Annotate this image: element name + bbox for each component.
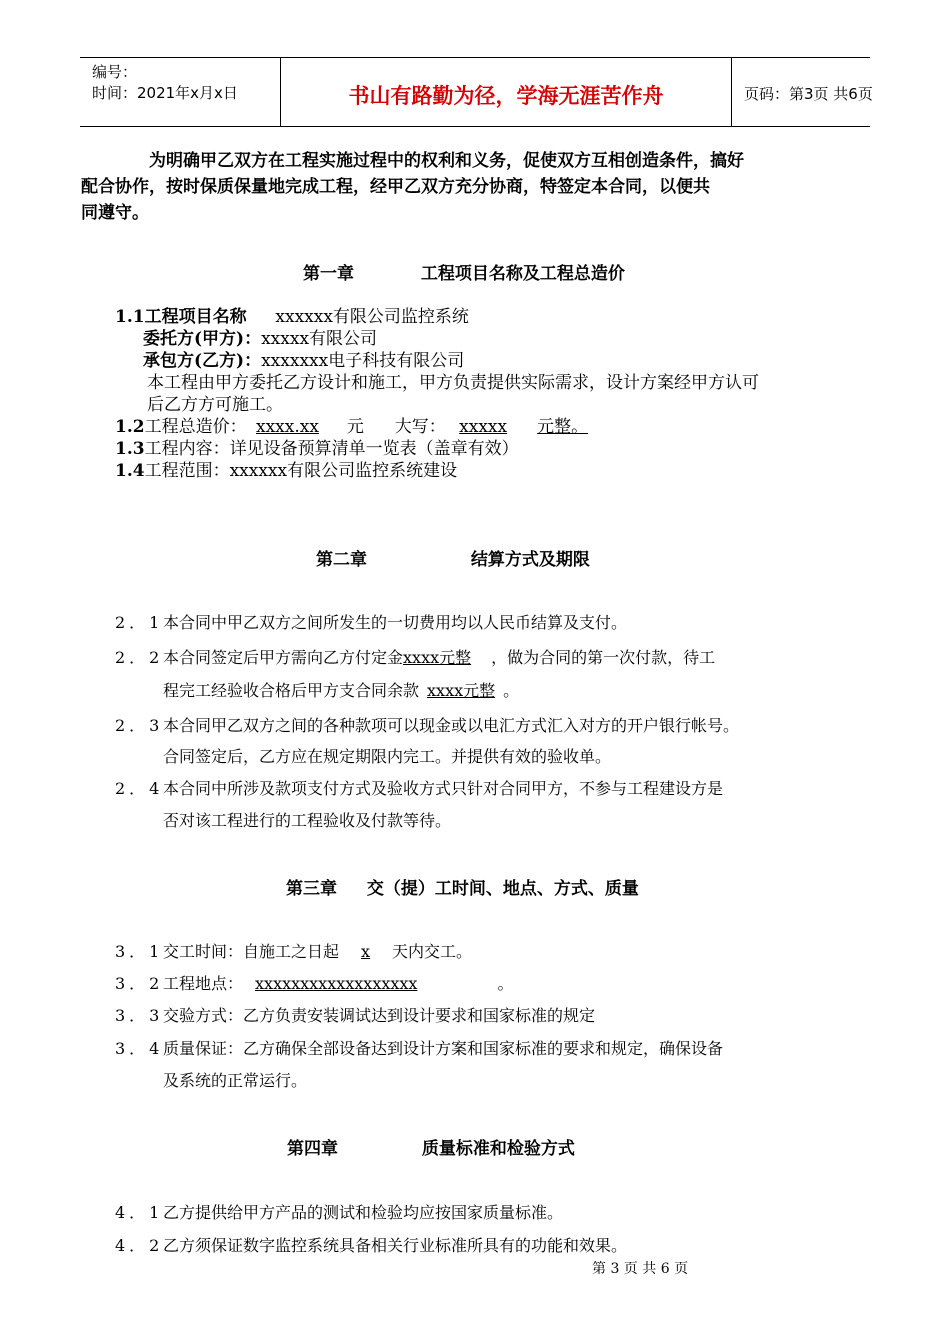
chapter-1-heading xyxy=(303,259,625,284)
item-2-3-text-b: 合同签定后，乙方应在规定期限内完工。并提供有效的验收单。 xyxy=(163,747,612,766)
motto: 书山有路勤为径，学海无涯苦作舟 xyxy=(348,84,664,108)
intro-line-3: 同遵守。 xyxy=(81,203,149,223)
header-meta xyxy=(80,58,280,126)
header-page-cell xyxy=(732,58,873,126)
item-2-1-text: 本合同中甲乙双方之间所发生的一切费用均以人民币结算及支付。 xyxy=(163,613,628,632)
item-4-1-text: 乙方提供给甲方产品的测试和检验均应按国家质量标准。 xyxy=(163,1203,564,1222)
contractor-label: 承包方(乙方)： xyxy=(143,351,262,371)
item-4-2-text: 乙方须保证数字监控系统具备相关行业标准所具有的功能和效果。 xyxy=(163,1236,628,1255)
page-footer: 第 3 页 共 6 页 xyxy=(592,1261,689,1277)
item-3-2 xyxy=(115,971,513,994)
item-3-2-text-b: 。 xyxy=(497,974,514,993)
item-2-4-text-b: 否对该工程进行的工程验收及付款等待。 xyxy=(163,811,452,830)
item-1-1-value: xxxxxx有限公司监控系统 xyxy=(275,307,469,327)
chapter-4-heading xyxy=(287,1134,575,1159)
chapter-4-number: 第四章 xyxy=(287,1139,338,1159)
item-1-2-number: 1.2 xyxy=(115,417,145,437)
item-2-2-text-b: ，做为合同的第一次付款，待工 xyxy=(491,648,716,667)
delivery-days: x xyxy=(361,942,371,961)
chapter-1-title: 工程项目名称及工程总造价 xyxy=(420,264,625,284)
item-2-2-number: 2．2 xyxy=(115,648,164,667)
chapter-3-heading xyxy=(286,874,639,899)
item-2-2-text-a: 本合同签定后甲方需向乙方付定金 xyxy=(163,648,404,667)
item-4-1 xyxy=(115,1200,563,1223)
item-2-3 xyxy=(115,713,739,736)
contractor-value: xxxxxxx电子科技有限公司 xyxy=(261,351,465,371)
item-3-1-number: 3．1 xyxy=(115,942,164,961)
item-3-2-number: 3．2 xyxy=(115,974,164,993)
item-3-4 xyxy=(115,1036,723,1059)
item-3-3 xyxy=(115,1003,595,1026)
chapter-2-number: 第二章 xyxy=(316,550,367,570)
item-3-1-text-a: 交工时间：自施工之日起 xyxy=(163,942,340,961)
item-2-3-number: 2．3 xyxy=(115,716,164,735)
number-label: 编号： xyxy=(92,63,138,81)
client-value: xxxxx有限公司 xyxy=(261,329,378,349)
item-1-3-number: 1.3 xyxy=(115,439,145,459)
item-2-1-number: 2．1 xyxy=(115,613,164,632)
item-2-1 xyxy=(115,610,627,633)
caps-unit: 元整。 xyxy=(537,417,589,437)
item-1-1-desc-2: 后乙方方可施工。 xyxy=(147,395,283,415)
intro-line-2: 配合协作，按时保质保量地完成工程，经甲乙双方充分协商，特签定本合同，以便共 xyxy=(81,177,710,197)
intro-paragraph xyxy=(81,148,850,226)
time-label: 时间：2021年x月x日 xyxy=(92,84,238,102)
item-2-2 xyxy=(115,645,715,668)
item-3-1-text-b: 天内交工。 xyxy=(392,942,473,961)
item-1-2-label: 工程总造价： xyxy=(144,417,247,437)
item-2-4-text-a: 本合同中所涉及款项支付方式及验收方式只针对合同甲方，不参与工程建设方是 xyxy=(163,779,724,798)
item-1-1-desc-1: 本工程由甲方委托乙方设计和施工，甲方负责提供实际需求，设计方案经甲方认可 xyxy=(147,373,759,393)
item-3-4-number: 3．4 xyxy=(115,1039,164,1058)
item-4-2-number: 4．2 xyxy=(115,1236,164,1255)
item-4-2 xyxy=(115,1233,627,1256)
total-amount: xxxx.xx xyxy=(255,417,319,437)
item-2-2-text-d: 。 xyxy=(503,681,520,700)
item-3-2-text-a: 工程地点： xyxy=(163,974,244,993)
item-3-4-text-b: 及系统的正常运行。 xyxy=(163,1071,308,1090)
item-2-4-number: 2．4 xyxy=(115,779,164,798)
header-motto-cell xyxy=(280,58,732,126)
item-1-1-label: 1.1工程项目名称 xyxy=(115,307,247,327)
caps-label: 大写： xyxy=(394,417,446,437)
item-1-4-number: 1.4 xyxy=(115,461,145,481)
project-location: xxxxxxxxxxxxxxxxxx xyxy=(255,974,418,993)
chapter-3-number: 第三章 xyxy=(286,879,337,899)
item-1-4-text: 工程范围：xxxxxx有限公司监控系统建设 xyxy=(144,461,458,481)
item-4-1-number: 4．1 xyxy=(115,1203,164,1222)
item-2-3-text-a: 本合同甲乙双方之间的各种款项可以现金或以电汇方式汇入对方的开户银行帐号。 xyxy=(163,716,740,735)
chapter-2-heading xyxy=(316,545,590,570)
deposit-amount: xxxx元整 xyxy=(403,648,472,667)
item-2-4 xyxy=(115,776,723,799)
intro-line-1: 为明确甲乙双方在工程实施过程中的权利和义务，促使双方互相创造条件，搞好 xyxy=(149,151,744,171)
item-3-4-text-a: 质量保证：乙方确保全部设备达到设计方案和国家标准的要求和规定，确保设备 xyxy=(163,1039,724,1058)
client-label: 委托方(甲方)： xyxy=(143,329,262,349)
item-1-3-text: 工程内容：详见设备预算清单一览表（盖章有效） xyxy=(144,439,519,459)
item-1-4 xyxy=(115,456,457,481)
item-3-3-number: 3．3 xyxy=(115,1006,164,1025)
caps-value: xxxxx xyxy=(459,417,508,437)
chapter-4-title: 质量标准和检验方式 xyxy=(421,1139,575,1159)
chapter-3-title: 交（提）工时间、地点、方式、质量 xyxy=(366,879,639,899)
total-unit: 元 xyxy=(346,417,364,437)
chapter-2-title: 结算方式及期限 xyxy=(470,550,590,570)
chapter-1-number: 第一章 xyxy=(303,264,354,284)
item-3-1 xyxy=(115,939,472,962)
item-3-3-text: 交验方式：乙方负责安装调试达到设计要求和国家标准的规定 xyxy=(163,1006,596,1025)
item-2-2-cont xyxy=(163,678,519,701)
balance-amount: xxxx元整 xyxy=(427,681,496,700)
item-2-2-text-c: 程完工经验收合格后甲方支合同余款 xyxy=(163,681,420,700)
document-header xyxy=(80,57,873,127)
page-label: 页码：第3页 共6页 xyxy=(744,85,873,103)
